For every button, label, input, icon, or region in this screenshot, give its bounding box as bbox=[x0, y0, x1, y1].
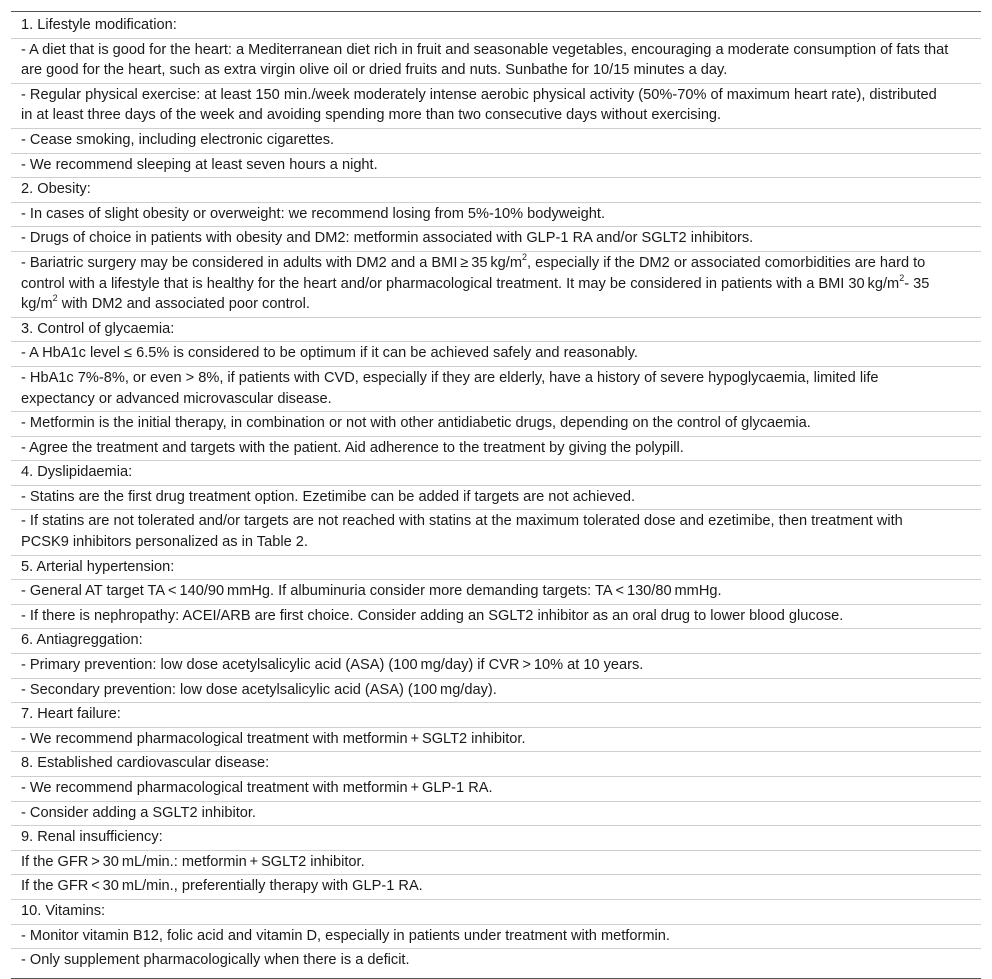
table-section-heading: 10. Vitamins: bbox=[11, 899, 981, 924]
table-row: - We recommend pharmacological treatment with metformin + GLP-1 RA. bbox=[11, 776, 981, 801]
table-row: - Metformin is the initial therapy, in combination or not with other antidiabetic drugs, depending on the control of glycaemia. bbox=[11, 411, 981, 436]
table-section-heading: 3. Control of glycaemia: bbox=[11, 317, 981, 342]
table-section-heading: 2. Obesity: bbox=[11, 177, 981, 202]
table-row: - We recommend sleeping at least seven hours a night. bbox=[11, 153, 981, 178]
table-row: - Cease smoking, including electronic cigarettes. bbox=[11, 128, 981, 153]
table-row: If the GFR > 30 mL/min.: metformin + SGLT2 inhibitor. bbox=[11, 850, 981, 875]
table-section-heading: 4. Dyslipidaemia: bbox=[11, 460, 981, 485]
superscript: 2 bbox=[52, 293, 58, 304]
table-row: - A HbA1c level ≤ 6.5% is considered to be optimum if it can be achieved safely and reasonably. bbox=[11, 341, 981, 366]
table-row: - Statins are the first drug treatment option. Ezetimibe can be added if targets are not achieved. bbox=[11, 485, 981, 510]
row-text-segment: - Bariatric surgery may be considered in adults with DM2 and a BMI ≥ 35 kg/m bbox=[21, 254, 523, 271]
row-text-segment: with DM2 and associated poor control. bbox=[57, 296, 310, 313]
table-section-heading: 6. Antiagreggation: bbox=[11, 628, 981, 653]
table-row: - General AT target TA < 140/90 mmHg. If albuminuria consider more demanding targets: TA < 130/80 mmHg. bbox=[11, 579, 981, 604]
table-row: - Regular physical exercise: at least 150 min./week moderately intense aerobic physical activity (50%-70% of maximum heart rate), distributed in at least three days of the week and avoiding spending more than two consecutive days without exercising. bbox=[11, 83, 981, 128]
table-row: - Drugs of choice in patients with obesity and DM2: metformin associated with GLP-1 RA and/or SGLT2 inhibitors. bbox=[11, 226, 981, 251]
table-row: - If statins are not tolerated and/or targets are not reached with statins at the maximum tolerated dose and ezetimibe, then treatment with PCSK9 inhibitors personalized as in Table 2. bbox=[11, 509, 981, 554]
superscript: 2 bbox=[899, 272, 905, 283]
recommendations-table bbox=[11, 11, 981, 979]
table-row: If the GFR < 30 mL/min., preferentially therapy with GLP-1 RA. bbox=[11, 874, 981, 899]
table-section-heading: 7. Heart failure: bbox=[11, 702, 981, 727]
table-row: - Agree the treatment and targets with the patient. Aid adherence to the treatment by giving the polypill. bbox=[11, 436, 981, 461]
superscript: 2 bbox=[522, 252, 528, 263]
table-row: - Secondary prevention: low dose acetylsalicylic acid (ASA) (100 mg/day). bbox=[11, 678, 981, 703]
table-section-heading: 8. Established cardiovascular disease: bbox=[11, 751, 981, 776]
table-row: - A diet that is good for the heart: a Mediterranean diet rich in fruit and seasonable vegetables, encouraging a moderate consumption of fats that are good for the heart, such as extra virgin olive oil or dried fruits and nuts. Sunbathe for 10/15 minutes a day. bbox=[11, 38, 981, 83]
table-section-heading: 5. Arterial hypertension: bbox=[11, 555, 981, 580]
table-row: - Consider adding a SGLT2 inhibitor. bbox=[11, 801, 981, 826]
table-row: - If there is nephropathy: ACEI/ARB are first choice. Consider adding an SGLT2 inhibitor as an oral drug to lower blood glucose. bbox=[11, 604, 981, 629]
table-row: - We recommend pharmacological treatment with metformin + SGLT2 inhibitor. bbox=[11, 727, 981, 752]
table-row: - In cases of slight obesity or overweight: we recommend losing from 5%-10% bodyweight. bbox=[11, 202, 981, 227]
table-row: - Monitor vitamin B12, folic acid and vitamin D, especially in patients under treatment with metformin. bbox=[11, 924, 981, 949]
table-section-heading: 1. Lifestyle modification: bbox=[21, 17, 177, 33]
table-row: - Only supplement pharmacologically when there is a deficit. bbox=[11, 948, 981, 973]
table-row: - HbA1c 7%-8%, or even > 8%, if patients with CVD, especially if they are elderly, have a history of severe hypoglycaemia, limited life expectancy or advanced microvascular disease. bbox=[11, 366, 981, 411]
row-text-segment: - 35 kg/m bbox=[21, 275, 933, 313]
table-section-heading: 9. Renal insufficiency: bbox=[11, 825, 981, 850]
table-row: - Primary prevention: low dose acetylsalicylic acid (ASA) (100 mg/day) if CVR > 10% at 10 years. bbox=[11, 653, 981, 678]
row-text-segment: , especially if the DM2 or associated comorbidities are hard to control with a lifestyle that is healthy for the heart and/or pharmacological treatment. It may be considered in patients with a BMI 30 kg/m bbox=[21, 254, 926, 292]
table-row bbox=[11, 251, 981, 317]
